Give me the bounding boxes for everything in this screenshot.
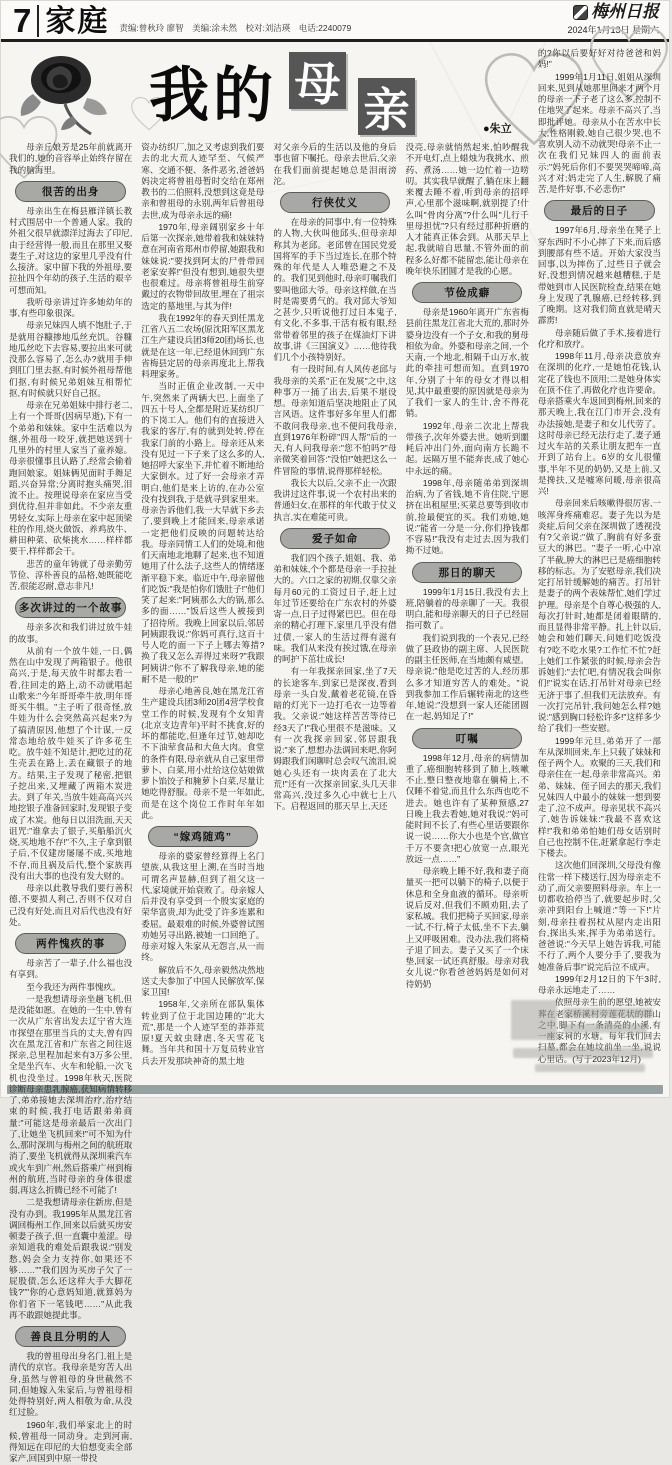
section-heading: 爱子如命	[280, 528, 390, 549]
article-paragraph: 母亲在兄弟姐妹中排行老二,上有一个哥哥(因病早逝),下有一个弟弟和妹妹。家中生活难以为继,外祖母一咬牙,就把她送到十几里外的村里人家当了童养媳。母亲很懂事且认路了,经常会偷着跑回娘家。姐妹俩见面时手舞足蹈,兴奋异常;分离时抱头痛哭,泪流不止。按理说母亲在家应当受到优待,但并非如此。不少亲友重男轻女,实际上母亲在家中起顶梁柱的作用,烧火做饭、养鸡放牛、耕田种菜、砍柴挑水……样样都要干,样样都会干。	[9, 400, 133, 557]
article-paragraph: 母亲回来后咳嗽得很厉害,一咳浑身疼痛难忍。妻子先以为是炎症,后问父亲在深圳做了透视没有?父亲说:"做了,胸前有好多蚕豆大的淋巴。"妻子一听,心中凉了半截,肿大的淋巴已是癌细胞转移的标志。为了安慰母亲,我们决定打吊针缓解她的痛苦。打吊针是妻子的两个表妹帮忙,她们学过护理。母亲是个自尊心极强的人,每次打针时,她都是闭着眼睛的,而且显得非常平静。扎上针以后,她会和她们聊天,问她们吃饭没有?吃不吃水果?工作忙不忙?赶上她们工作紧张的时候,母亲会告诉她们:"去忙吧,有情况我会叫你们!"说实在话,打吊针对母亲已经无济于事了,但我们无法放弃。有一次打完吊针,我问她怎么样?她说:"感到胸口轻松许多!"这样多少给了我们一些安慰。	[537, 498, 662, 734]
article-paragraph: 母亲晚上睡不好,我和妻子商量买一把可以躺下的椅子,以便于休息和全身血液的循环。母亲听说后反对,但我们不顾劝阻,去了家私城。我们把椅子买回家,母亲一试,不行,椅子太低,坐不下去,躺上又呼吸困难。没办法,我们将椅子退了回去。妻子又买了一个床垫,回家一试还真舒服。母亲对我女儿说:"你看爸爸妈妈是如何对待奶奶	[405, 866, 529, 989]
masthead-title: 梅州日报	[591, 2, 659, 22]
article-paragraph: 对父亲今后的生活以及他的身后事也留下嘱托。母亲去世后,父亲在我们面前提起她总是泪雨滂沱。	[273, 142, 397, 186]
article-paragraph: 我在1992年的春天到任黑龙江省八五二农场(原沈阳军区黑龙江生产建设兵团3师20团)场长,也就是在这一年,已经退休回到广东省梅县定居的母亲再度北上,帮我料理家务。	[141, 312, 265, 379]
article-author: ●朱立	[483, 123, 512, 135]
page-number: 7	[13, 2, 32, 39]
article-column-3	[273, 142, 396, 1068]
article-paragraph: 母亲是1960年离开广东省梅县前往黑龙江省北大荒的,那时外婆身边没有一个子女,和我的舅母相依为命。外婆和母亲之间,一个天南,一个地北,相隔千山万水,彼此的牵挂可想而知。直到1970年,分别了十年的母女才得以相见,其中最重要的原因就是母亲为了我们一家人的生计,舍不得花销。	[405, 307, 529, 419]
article-paragraph: 这次他们回深圳,父母没有像往常一样下楼送行,因为母亲走不动了,而父亲要照料母亲。车上一切都收拾停当了,就要起步时,父亲冲到阳台上喊道:"等一下!"片刻,母亲拄着拐杖从屋内走出阳台,探出头来,挥手为弟弟送行。爸爸说:"今天早上她告诉我,可能不行了,两个人要分手了,要我为她准备后事!"说完后泣不成声。	[537, 860, 662, 972]
article-paragraph: 母亲出生在梅县雁洋镇长教村式围居中一个普通人家。我的外祖父很早就漂洋过海去了印尼,由于经营得一般,而且在那里又娶妻生子,对这边的家里几乎没有什么接济。家中留下我的外祖母,要拉扯四个年幼的孩子,生活的艰辛可想而知。	[9, 205, 133, 295]
article-paragraph: 1999年1月15日,我没有去上班,陪躺着的母亲聊了一天。我很明白,能和母亲聊天的日子已经屈指可数了。	[405, 586, 529, 631]
article-paragraph: 母亲心地善良,她在黑龙江省生产建设兵团3师20团4营学校食堂工作的时候,发现有个女知青(北京支边青年)平时不挑食,好的坏的都能吃,但逢年过节,她却吃不下油荤食品和大鱼大肉。食堂的条件有限,母亲就从自己家里带萝卜、白菜,用小灶给这位姑娘做萝卜馅饺子和腌萝卜白菜,尽量让她吃得舒服。母亲不是一年如此,而是在这个岗位工作时年年如此。	[141, 686, 265, 820]
article-paragraph: 没亮,母亲就悄然起来,怕吵醒我不开电灯,点上蜡烛为我挑水、煎药、煮汤……她一边忙着一边唠叨。其实我早就醒了,躺在床上翻来覆去睡不着,听到母亲的招呼声,心里那个滋味啊,就别提了!什么叫"骨肉分离"?什么叫"儿行千里母担忧"?只有经过那种折磨的人才能真正体会到。从那天早上起,我就暗自思量,不管外面的前程多么好都不能留恋,能让母亲在晚年快乐团圆才是我的心愿。	[405, 142, 529, 276]
section-heading: 两件愧疚的事	[15, 933, 125, 954]
article-paragraph: 1999年元旦,弟弟开了一部车从深圳回来,车上只载了妹妹和侄子两个人。欢聚的三天,我们和母亲住在一起,母亲非常高兴。弟弟、妹妹、侄子回去的那天,我们兄妹四人中最小的妹妹一想到要走了,泣不成声。母亲见状不高兴了,她告诉妹妹:"我最不喜欢这样!"我和弟弟怕她们母女话别时自己也控制不住,赶紧拿起行李走下楼去。	[537, 735, 662, 858]
article-paragraph: 母亲以此教导我们要行善积德,不要损人利己,否则不仅对自己没有好处,而且对后代也没有好处。	[9, 883, 133, 927]
article-paragraph: 至今我还为两件事愧疚。	[26, 981, 121, 992]
article-paragraph: 当时正值企业改制,一天中午,突然来了两辆大巴,上面坐了四五十号人,全都是附近某纺织厂的下岗工人。他们有的直接进入我家的客厅,有的就到处转,停在我家门前的小路上。母亲还从来没有见过一下子来了这么多的人,她招呼大家坐下,并忙着不断地给大家倒水。过了好一会母亲才弄明白,他们是来上访的,在办公室没有找到我,于是就寻到家里来。母亲告诉他们,我一大早就下乡去了,要到晚上才能回来,母亲承诺一定把他们反映的问题转达给我。母亲同情工人们的处境,和他们天南地北地聊了起来,也不知道她用了什么法子,这些人的情绪逐渐平稳下来。临近中午,母亲留他们吃饭:"我是怕你们饿肚子!"他们笑了起来:"阿姨那么大的锅,那么多的面……"饭后这些人被接到了招待所。我晚上回家以后,邻居阿姨跟我说:"你妈可真行,这百十号人吃的面一下子上哪去筹措?换了我又怎么弄得过来呀?"我跟阿姨讲:"你不了解我母亲,她的能耐不是一般的!"	[141, 381, 265, 684]
header-divider	[37, 5, 39, 37]
article-paragraph: 在母亲的同事中,有一位特殊的人物,大伙叫他邱头,但母亲却称其为老邱。老邱曾在国民党爱国将军的手下当过连长,在那个特殊的年代是人人唯恐避之不及的。我们见到他时,母亲叮嘱我们要叫他邱大爷。母亲这样做,在当时是需要勇气的。我对邱大爷知之甚少,只听说他打过日本鬼子,有文化,不多事,干活有板有眼,经常带着邻里的孩子在煤油灯下讲故事,讲《三国演义》……他待我们几个小孩特别好。	[273, 217, 397, 362]
section-heading: 叮嘱	[412, 728, 522, 749]
section-heading: 最后的日子	[544, 200, 654, 221]
section-heading: 很苦的出身	[15, 181, 125, 202]
article-paragraph: 一是我想请母亲坐趟飞机,但是没能如愿。在她的一生中,曾有一次从广东省出发去辽宁省大连市探望在那里当兵的丈夫,曾有四次在黑龙江省和广东省之间往返探亲,总里程加起来有3万多公里,全是坐汽车、火车和轮船,一次飞机也没坐过。1998年秋天,医院诊断母亲患乳腺癌,获知病情转移了,弟弟接她去深圳治疗,治疗结束的时候,我打电话跟弟弟商量:"可能这是母亲最后一次出门了,让她坐飞机回来!"可不知为什么,那时深圳与梅州之间的航班取消了,要坐飞机就得从深圳乘汽车或火车到广州,然后搭乘广州到梅州的航班,当时母亲的身体很虚弱,再这么折腾已经不可能了!	[9, 993, 133, 1195]
masthead	[567, 4, 659, 21]
article-paragraph: 解放后不久,母亲毅然决然地送丈夫参加了中国人民解放军,保家卫国!	[141, 964, 265, 997]
article-paragraph: 二是我想请母亲住新房,但是没有办到。我1995年从黑龙江省调回梅州工作,回来以后就买房安顿妻子孩子,但一直囊中羞涩。母亲知道我的难处后跟我说:"别发愁,妈会全力支持你,如果还不够……""我们因为买房子欠了一屁股债,怎么还这样大手大脚花钱?""你的心意妈知道,就算妈为你们省下一笔钱吧……"从此我再不敢跟她提此事。	[9, 1197, 133, 1320]
page-header	[1, 1, 669, 42]
article-paragraph: 我长大以后,父亲不止一次跟我讲过这件事,说一个农村出来的普通妇女,在那样的年代敢于仗义执言,实在难能可贵。	[273, 477, 397, 522]
article-column-2	[141, 142, 264, 1068]
article-paragraph: 1958年,父亲所在部队集体转业到了位于北国边陲的"北大荒",那是一个人迹罕至的莽莽荒原!夏天蚊虫肆虐,冬天雪花飞舞。当年共和国十万复员转业官兵去开发那块神奇的黑土地	[141, 999, 265, 1066]
article-paragraph: 悲苦的童年铸就了母亲勤劳节俭、淳朴善良的品格,她既能吃苦,很能忍耐,意志非凡!	[9, 558, 133, 591]
article-paragraph: 1960年,我们举家北上的时候,曾祖母一同动身。走到河南,得知远在印尼的大伯想变卖全部家产,回国到中原一带投	[9, 1419, 133, 1464]
article-title-boxed-char: 母	[289, 52, 346, 109]
article-paragraph: 1970年,母亲阔别家乡十年后第一次探亲,她带着我和妹妹特意在河南省郑州市停留,她跟我和妹妹说:"要找到阿太的尸骨带回老家安葬!"但没有想到,她很失望也很难过。母亲将曾祖母生前穿戴过的衣物带回故里,埋在了祖宗选定的墓地里,与其为伴!	[141, 221, 265, 311]
article-paragraph: 资办纺织厂,加之又考虑到我们要去的北大荒人迹罕至、气候严寒、交通不便、条件恶劣,爸爸妈妈决定将曾祖母暂时交给在郑州教书的二伯照料,没想到这竟是母亲和曾祖母的永别,两年后曾祖母去世,成为母亲永远的痛!	[141, 142, 265, 220]
article-paragraph: 母亲苦了一辈子,什么福也没有享到。	[9, 958, 133, 980]
article-column-5	[538, 48, 661, 1068]
section-heading: 善良且分明的人	[15, 1326, 125, 1347]
article-area	[1, 42, 669, 1464]
article-paragraph: 1992年,母亲二次北上帮我带孩子,次年外婆去世。她听到噩耗后冲出门外,面向南方长跪不起。远隔万里不能奔丧,成了她心中永远的痛。	[405, 420, 529, 476]
staff-credit-line: 责编:曾秋玲 廖智 美编:涂未然 校对:刘洁瑛 电话:2240079	[119, 23, 352, 33]
article-paragraph: 1998年12月,母亲的病情加重了,癌细胞转移到了肺上,咳嗽不止,整日整夜地靠在躺椅上,不仅睡不着觉,而且什么东西也吃不进去。她也许有了某种预感,27日晚上我去看她,她对我说:"妈可能时间不长了,有些心里话要跟你说一说……你大小也是个官,做官千万不要贪!把心放宽一点,眼光放远一点……"	[405, 752, 529, 864]
article-paragraph: 我的曾祖母出身名门,祖上是清代的京官。我母亲是穷苦人出身,虽然与曾祖母的身世截然不同,但她嫁入朱家后,与曾祖母相处得特别好,两人相敬为命,从没红过脸。	[9, 1351, 133, 1418]
article-paragraph: 有一段时间,有人风传老邱与我母亲的关系"正在发展"之中,这种事万一捅了出去,后果不堪设想。母亲知道后坚决地阻止了风言风语。这件事好多年里人们都不敢问我母亲,也不便问我母亲,直到1976年粉碎"四人帮"后的一天,有人问我母亲:"您不怕吗?"母亲微笑着回答:"没怕!"她把这么一件冒险的事情,说得那样轻松。	[273, 364, 397, 476]
article-paragraph: 我们四个孩子,姐姐、我、弟弟和妹妹,个个都是母亲一手拉扯大的。六口之家的初期,仅靠父亲每月60元的工资过日子,赶上过年过节还要给在广东农村的外婆寄一点,日子过得紧巴巴。但在母亲的精心打理下,家里几乎没有借过债,一家人的生活过得有滋有味。我们从来没有挨过饿,在母亲的呵护下茁壮成长!	[273, 552, 397, 664]
section-heading: 行侠仗义	[280, 192, 390, 213]
article-paragraph: 的?你以后要好好对待爸爸和妈妈!"	[537, 48, 662, 70]
article-paragraph: 有一年我探亲回家,坐了7天的长途客车,到家已是深夜,看到母亲一头白发,戴着老花镜,在昏暗的灯光下一边打毛衣一边等着我。父亲说:"她这样苦苦等待已经3天了!"我心里很不是滋味。又有一次我探亲回家,邻居跟我说:"来了,想想办法调回来吧,你阿姆跟我们闲聊时总会叹气流泪,说她心头还有一块肉丢在了北大荒!"还有一次探亲回家,头几天非常高兴,没过多久心中就七上八下。启程返回的那天早上,天还	[273, 666, 397, 812]
article-paragraph: 1999年1月11日,姐姐从深圳回来,见到从她那里回来才两个月的母亲一下子老了这么多,控制不住地哭了起来。母亲不高兴了,当即批评她。母亲从小在苦水中长大,性格刚毅,她自己很少哭,也不喜欢别人动不动就哭!母亲不止一次在我们兄妹四人的面前表示:"妈死后你们不要哭哭啼啼,高兴才对;妈走完了人生,解脱了痛苦,是件好事,不必悲伤!"	[537, 71, 662, 194]
article-columns	[1, 42, 669, 1464]
article-paragraph: 1999年2月12日的下午3时,母亲永远地走了……	[537, 973, 662, 995]
article-paragraph: 1997年6月,母亲坐在凳子上穿东西时不小心摔了下来,而后感到腰部有些不适。开始大家没当回事,以为摔伤了,过些日子就会好,没想到情况越来越糟糕,于是带她到市人民医院检查,结果在她身上发现了乳腺癌,已经转移,到了晚期。这对我们简直就是晴天霹雳!	[537, 225, 662, 326]
section-heading: 那日的聊天	[412, 562, 522, 583]
article-paragraph: 母亲多次和我们讲过放牛娃的故事。	[9, 622, 133, 644]
section-heading: “嫁鸡随鸡”	[148, 826, 258, 847]
article-title	[149, 52, 415, 135]
masthead-seal-icon	[573, 5, 588, 20]
article-paragraph: 我们说到我的一个表兄,已经做了县政协的副主席、人民医院的副主任医师,在当地颇有威望。母亲说:"他是吃过苦的人,经历那么多才知道穷苦人的难处。"说到我参加工作后辗转南北的这些年,她说:"没想到一家人还能团圆在一起,妈知足了!"	[405, 632, 529, 722]
article-paragraph: 母亲的婆家曾经算得上名门望族,从我这里上溯,在当时当地可谓名声显赫,但到了祖父这一代,家境就开始衰败了。母亲嫁人后并没有享受到一个殷实家庭的荣华富贵,却为此受了许多连累和委屈。最艰难的时候,外婆曾试图劝她另寻出路,被她一口回绝了。母亲对嫁入朱家从无怨言,从一而终。	[141, 851, 265, 963]
header-left	[13, 4, 351, 37]
article-paragraph: 母亲兄妹四人填不饱肚子,于是就用谷糠掺地瓜丝充饥。谷糠地瓜丝吃下去容易,要拉出来可就没那么容易了,怎么办?就用手伸到肛门里去抠,有时候外祖母帮他们抠,有时候兄弟姐妹互相帮忙抠,有时候就只好自己抠。	[9, 320, 133, 398]
article-paragraph: 我听母亲讲过许多她幼年的事,有些印象很深。	[9, 296, 133, 318]
article-paragraph: 母亲随后做了手术,接着进行化疗和放疗。	[537, 327, 662, 349]
article-paragraph: 母亲丘娘芳是25年前就离开我们的,她的音容举止始终存留在我的脑海里。	[9, 142, 133, 175]
article-paragraph: 从前有一个放牛娃,一日,偶然在山中发现了两箱银子。他很高兴,于是,每天放牛时都去看一看,往回走的路上,动不动就唱起山歌来:"今年哥哥牵牛放,明年哥哥买牛犋。"主子听了很奇怪,放牛娃为什么会突然高兴起来?为了搞清原因,他想了个计谋,一反常态地给放牛娃买了许多花生吃。放牛娃不知是计,把吃过的花生壳丢在路上,丢在藏银子的地方。结果,主子发现了秘密,把银子挖出来,又埋藏了两箱木炭进去。到了年关,当放牛娃高高兴兴地挖银子准备回家时,发现银子变成了木炭。他每日以泪洗面,天天诅咒:"谁拿去了银子,买船船沉火烧,买地地不存!"不久,主子拿到银子后,不仅建房屡屡不成,买地地不存,而且祸及后代,整个家族再没有出大事的也没有发大财的。	[9, 645, 133, 881]
article-title-boxed-char: 亲	[358, 78, 415, 135]
article-title-plain: 我的	[149, 62, 277, 129]
section-heading: 多次讲过的一个故事	[15, 597, 125, 618]
section-heading: 节俭成癖	[412, 282, 522, 303]
date-line: 2024年1月13日 星期六	[567, 25, 659, 35]
article-column-1	[9, 142, 133, 1464]
article-paragraph: 依照母亲生前的愿望,她被安葬在老家桥溪村旁莲花状的群山之中,脚下有一条清亮的小溪,有一座家祠的水塘。每年我们回去扫墓,都会在她坟前坐一坐,说说心里话。(写于2023年12月)	[537, 997, 662, 1064]
article-paragraph: 1998年,母亲随弟弟到深圳治病,为了省钱,她不肯住院,宁愿挤在出租屋里;买菜总要等到收市前,捡最便宜的买。我们劝她,她说:"能省一分是一分,你们挣钱都不容易!"我没有走过去,因为我们拗不过她。	[405, 477, 529, 556]
article-paragraph: 1998年11月,母亲决意放弃在深圳的化疗,一是她怕花钱,认定花了钱也不顶用;二是她身体实在顶不住了,再做化疗也许要命。母亲搭乘火车返回到梅州,回来的那天晚上,我在江门市开会,没有办法接她,是妻子和女儿代劳了。这时母亲已经无法行走了,妻子通过火车站的关系让朋友把车一直开到了站台上。6岁的女儿很懂事,半年不见的奶奶,又是上前,又是搀扶,又是嘘寒问暖,母亲很高兴!	[537, 351, 662, 496]
section-title: 家庭	[45, 5, 110, 38]
article-column-4	[406, 142, 529, 1068]
